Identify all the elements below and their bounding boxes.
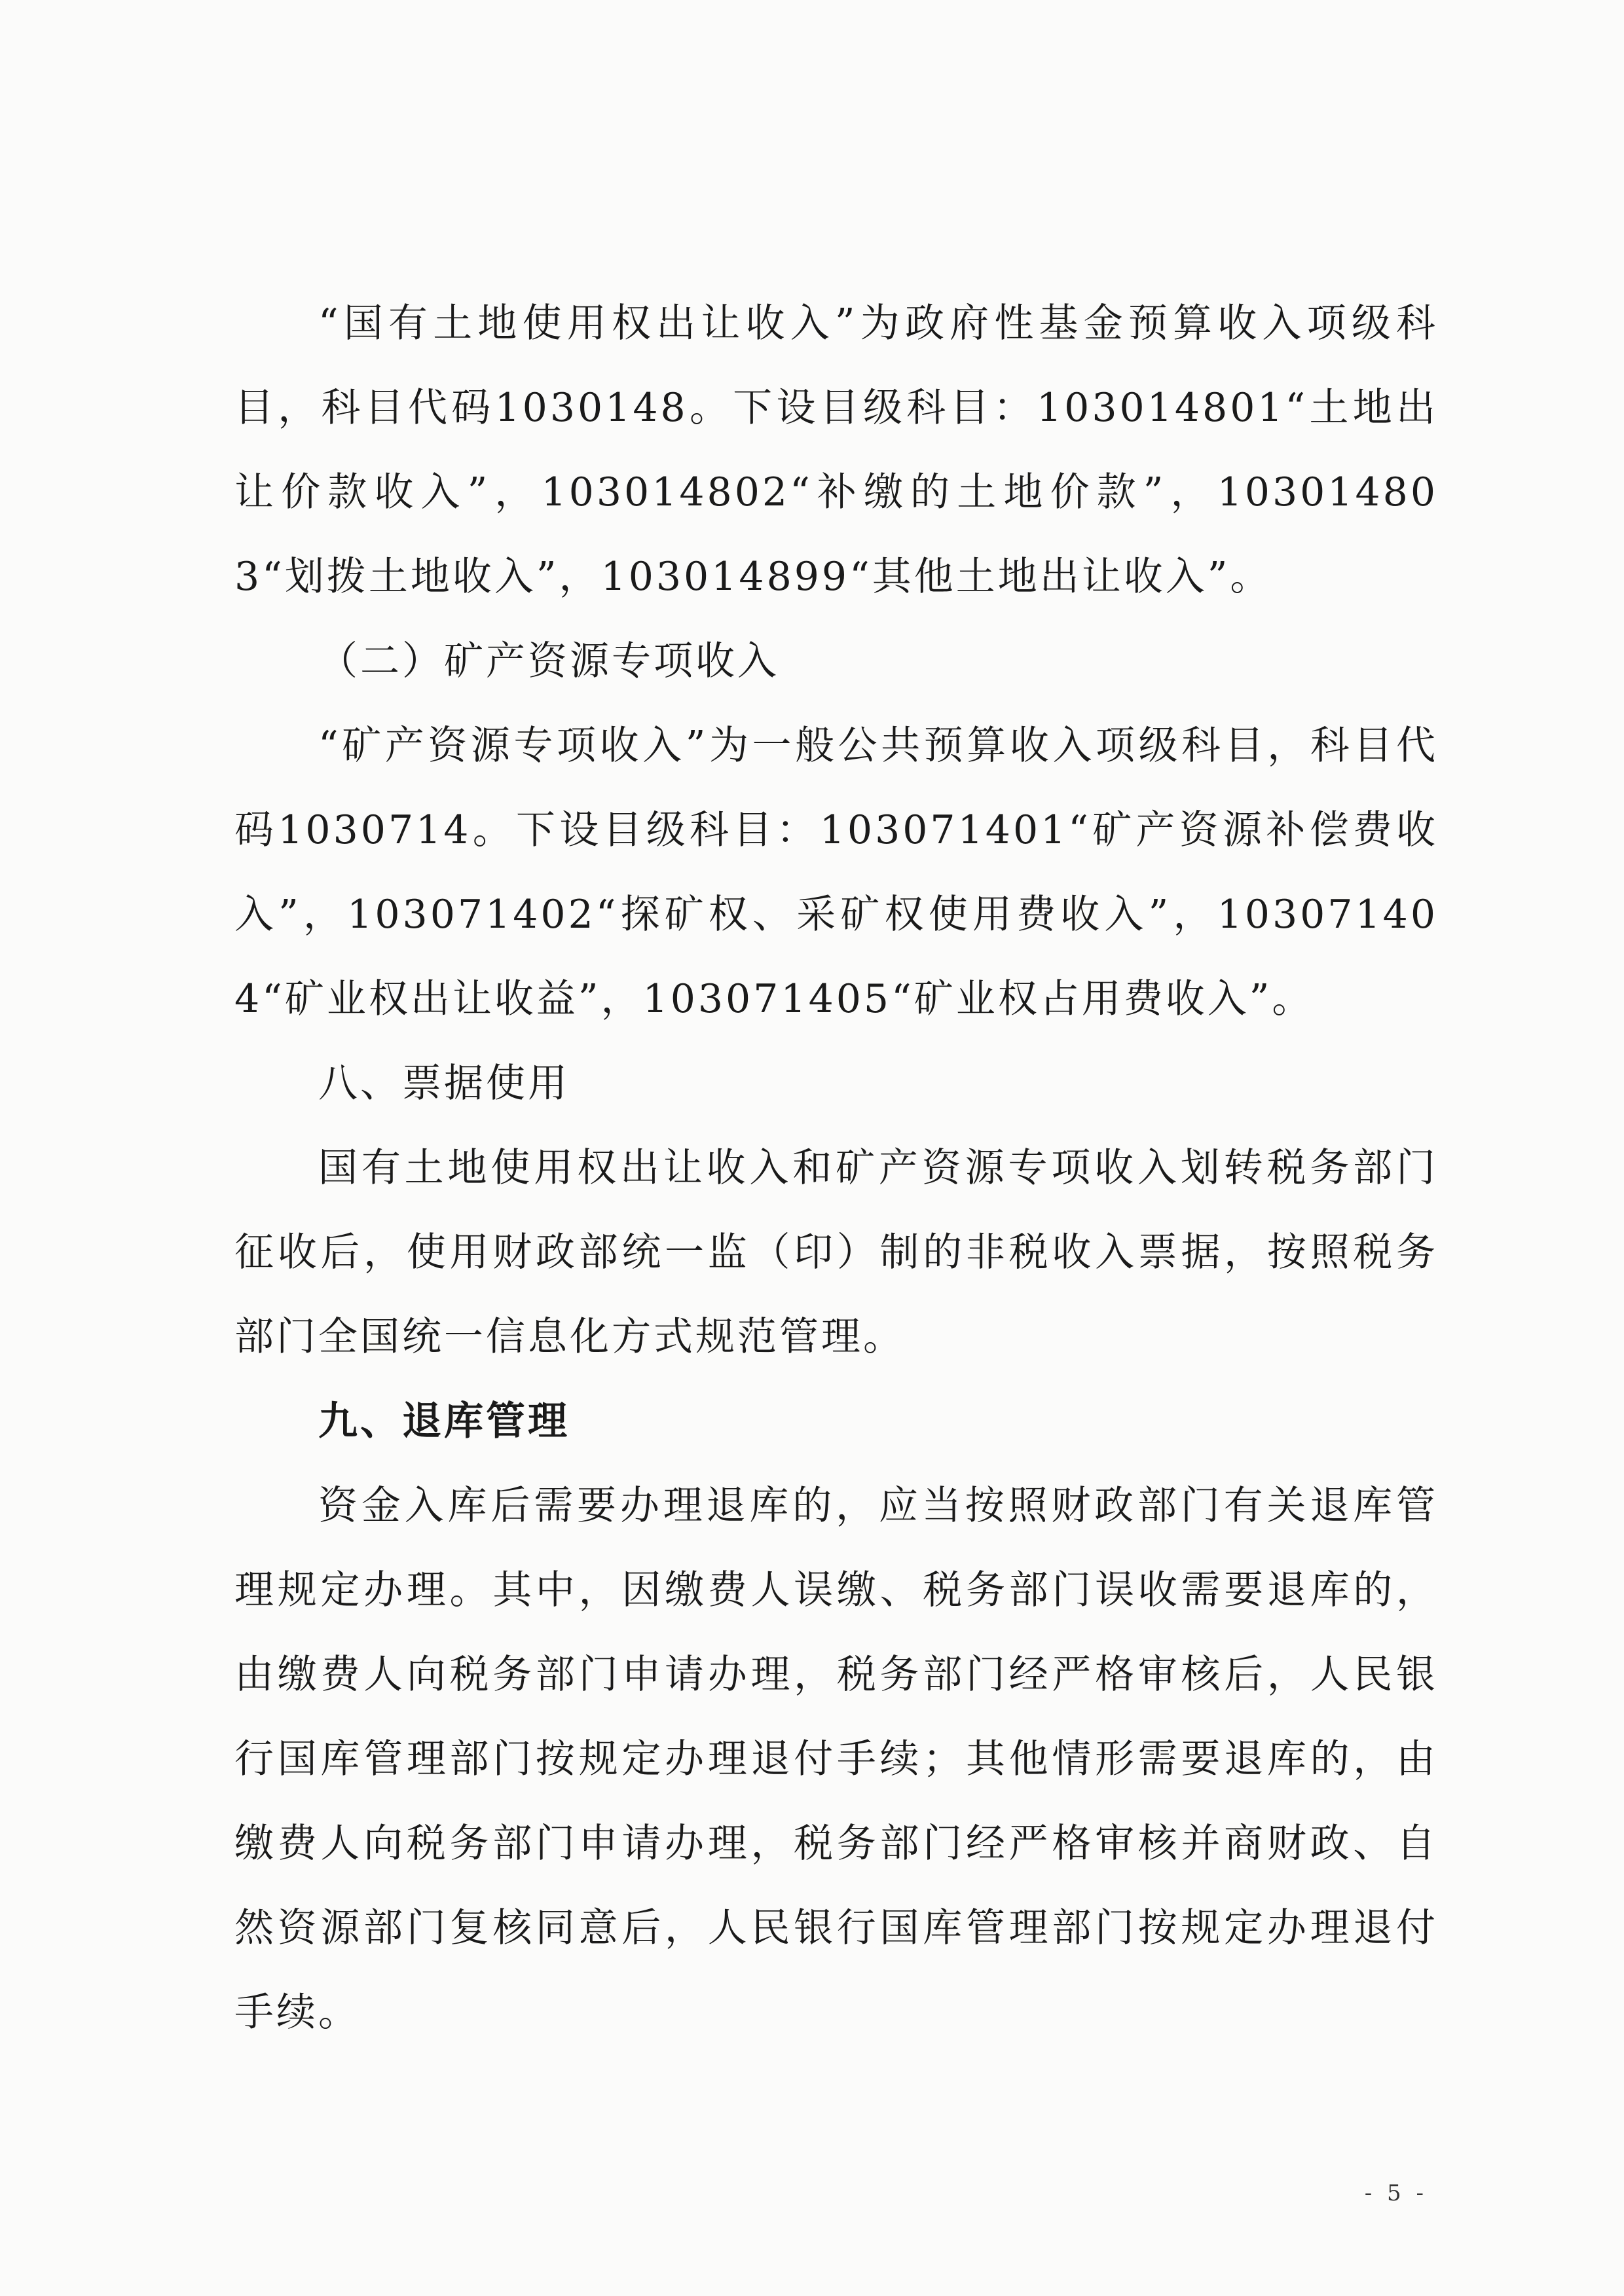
page-number: - 5 -	[1364, 2180, 1428, 2206]
subheading-mineral-revenue: （二）矿产资源专项收入	[318, 638, 779, 684]
paragraph-refund-management: 资金入库后需要办理退库的，应当按照财政部门有关退库管理规定办理。其中，因缴费人误缴、税务部门误收需要退库的，由缴费人向税务部门申请办理，税务部门经严格审核后，人民银行国库管理部门按规定办理退付手续；其他情形需要退库的，由缴费人向税务部门申请办理，税务部门经严格审核并商财政、自然资源部门复核同意后，人民银行国库管理部门按规定办理退付手续。	[234, 1483, 1438, 2035]
document-body	[234, 282, 1438, 2055]
section-heading-refund-management: 九、退库管理	[318, 1398, 570, 1444]
paragraph-land-use-revenue: “国有土地使用权出让收入”为政府性基金预算收入项级科目，科目代码1030148。下设目级科目：103014801“土地出让价款收入”，103014802“补缴的土地价款”，103014803“划拨土地收入”，103014899“其他土地出让收入”。	[234, 301, 1438, 600]
section-heading-receipts: 八、票据使用	[318, 1061, 570, 1106]
paragraph-receipts: 国有土地使用权出让收入和矿产资源专项收入划转税务部门征收后，使用财政部统一监（印）制的非税收入票据，按照税务部门全国统一信息化方式规范管理。	[234, 1145, 1438, 1360]
paragraph-mineral-revenue: “矿产资源专项收入”为一般公共预算收入项级科目，科目代码1030714。下设目级科目：103071401“矿产资源补偿费收入”，103071402“探矿权、采矿权使用费收入”，103071404“矿业权出让收益”，103071405“矿业权占用费收入”。	[234, 723, 1438, 1022]
